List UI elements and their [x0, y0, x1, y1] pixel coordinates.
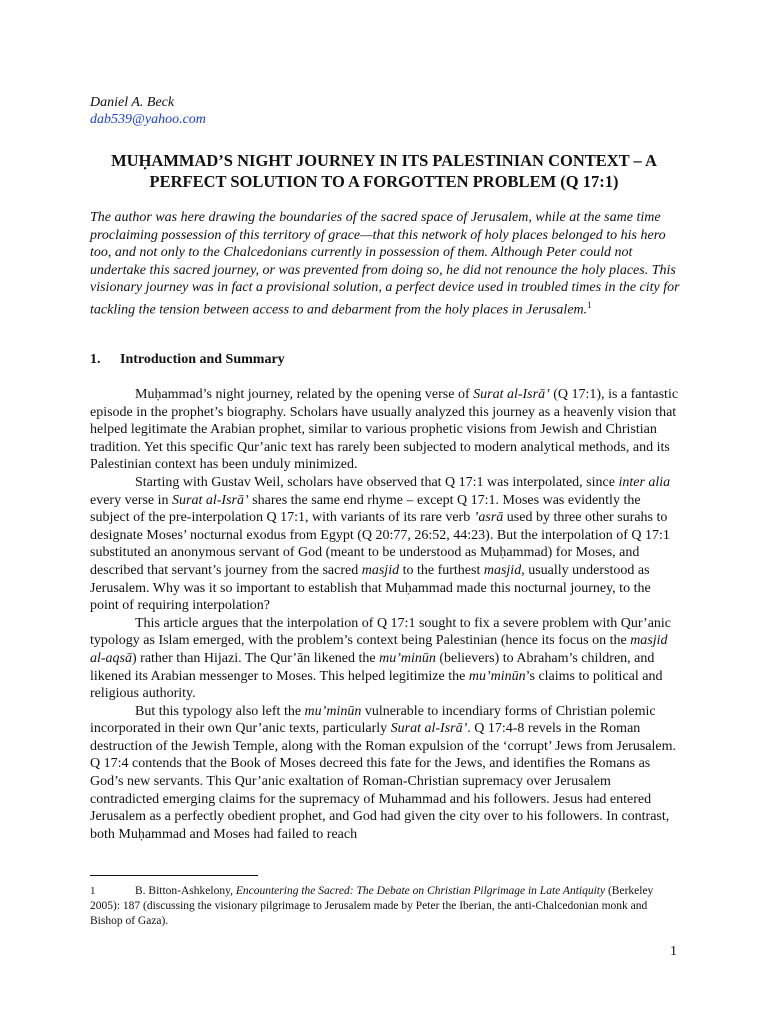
section-number: 1. [90, 352, 101, 367]
paragraph-3 [90, 615, 682, 703]
text-run: Starting with Gustav Weil, scholars have observed that Q 17:1 was interpolated, since [135, 474, 619, 490]
italic-book-title: Encountering the Sacred: The Debate on Christian Pilgrimage in Late Antiquity [235, 885, 606, 897]
text-run: B. Bitton-Ashkelony, [135, 885, 236, 897]
text-run: . Q 17:4-8 revels in the Roman destruction of the Jewish Temple, along with the Roman expulsion of the ‘corrupt’ Jews from Jerusalem. Q 17:4 contends that the Book of Moses decreed this fate for the Jews, and identifies the Romans as God’s new servants. This Qur’anic exaltation of Roman-Christian supremacy over Jerusalem contradicted emerging claims for the supremacy of Muhammad and his followers. Jesus had entered Jerusalem as a perfectly obedient prophet, and God had given the city over to his followers. In contrast, both Muḥammad and Moses had failed to reach [90, 721, 676, 842]
epigraph-text: The author was here drawing the boundaries of the sacred space of Jerusalem, while at the same time proclaiming possession of this territory of grace—that this network of holy places belonged to his hero too, and not only to the Chalcedonians currently in possession of them. Although Peter could not undertake this sacred journey, or was prevented from doing so, he did not renounce the holy places. This visionary journey was in fact a provisional solution, a perfect device used in troubled times in the city for tackling the tension between access to and debarment from the holy places in Jerusalem. [90, 210, 680, 318]
text-run: ’s claims to political and religious authority. [90, 668, 663, 702]
footnote-reference[interactable]: 1 [587, 299, 592, 310]
text-run: (Berkeley 2005): 187 (discussing the visionary pilgrimage to Jerusalem made by Peter the Iberian, the anti-Chalcedonian monk and Bishop of Gaza). [90, 885, 654, 927]
text-run: But this typology also left the [135, 703, 305, 719]
text-run: This article argues that the interpolation of Q 17:1 sought to fix a severe problem with Qur’anic typology as Islam emerged, with the problem’s context being Palestinian (hence its focus on the [90, 615, 672, 649]
section-title: Introduction and Summary [120, 352, 285, 367]
paragraph-4 [90, 703, 682, 844]
author-email-link[interactable]: dab539@yahoo.com [90, 112, 206, 127]
text-run: ) rather than Hijazi. The Qur’ān likened the [132, 650, 380, 666]
text-run: vulnerable to incendiary forms of Christian polemic incorporated in their own Qur’anic texts, particularly [90, 703, 656, 737]
italic-term: mu’minūn [379, 650, 436, 666]
text-run: every verse in [90, 492, 173, 508]
italic-term: masjid [361, 562, 400, 578]
footnote-number: 1 [90, 885, 96, 897]
italic-term: ’asrā [473, 510, 504, 526]
text-run: shares the same end rhyme – except Q 17:1. Moses was evidently the subject of the pre-interpolation Q 17:1, with variants of its rare verb [90, 492, 641, 526]
paper-title: MUḤAMMAD’S NIGHT JOURNEY IN ITS PALESTINIAN CONTEXT – A PERFECT SOLUTION TO A FORGOTTEN PROBLEM (Q 17:1) [111, 151, 657, 191]
text-run: Muḥammad’s night journey, related by the opening verse of [135, 387, 474, 402]
page-number: 1 [670, 944, 677, 959]
footnote [90, 884, 682, 929]
italic-term: Surat al-Isrā’ [172, 492, 249, 508]
author-name: Daniel A. Beck [90, 95, 175, 110]
text-run: to the furthest [399, 562, 484, 578]
paragraph-2 [90, 474, 682, 615]
text-run: (believers) to Abraham’s children, and likened its Arabian messenger to Moses. This helped legitimize the [90, 650, 655, 684]
text-run: (Q 17:1), is a fantastic episode in the prophet’s biography. Scholars have usually analyzed this journey as a heavenly vision that helped legitimate the Arabian prophet, similar to various prophetic visions from Jewish and Christian tradition. Yet this specific Qur’anic text has rarely been subjected to modern analytical methods, and its Palestinian context has been unduly minimized. [90, 387, 679, 473]
epigraph [90, 209, 682, 319]
italic-term: mu’minūn [304, 703, 362, 719]
text-run: , usually understood as Jerusalem. Why was it so important to establish that Muḥammad made this nocturnal journey, to the point of requiring interpolation? [90, 562, 651, 614]
italic-term: masjid al-aqsā [90, 633, 668, 666]
section-heading [90, 352, 285, 368]
text-run: used by three other surahs to designate Moses’ nocturnal exodus from Egypt (Q 20:77, 26:52, 44:23). But the interpolation of Q 17:1 substituted an anonymous servant of God (meant to be understood as Muḥammad) for Moses, and described that servant’s journey from the sacred [90, 510, 670, 578]
italic-term: Surat al-Isrā’ [390, 721, 468, 737]
paragraph-1 [90, 386, 682, 474]
body-text [90, 386, 682, 843]
italic-term: inter alia [618, 474, 671, 490]
italic-term: mu’minūn [468, 668, 526, 684]
italic-term: Surat al-Isrā’ [473, 387, 550, 402]
footnote-separator [90, 875, 258, 876]
italic-term: masjid [483, 562, 522, 578]
